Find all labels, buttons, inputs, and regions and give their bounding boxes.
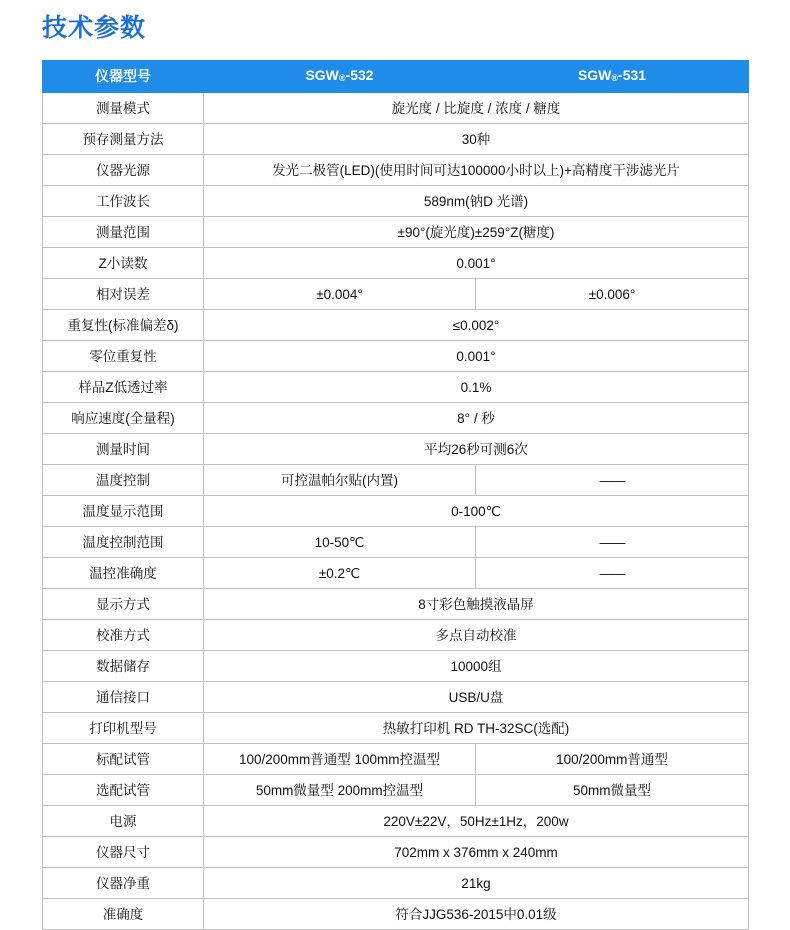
- model-a-registered-mark: ®: [338, 72, 346, 83]
- row-label: 工作波长: [43, 186, 204, 217]
- table-row: [43, 465, 749, 496]
- table-row: [43, 248, 749, 279]
- row-label: 相对误差: [43, 279, 204, 310]
- header-cell-label: 仪器型号: [43, 61, 204, 93]
- row-value-shared: 符合JJG536-2015中0.01级: [204, 899, 749, 930]
- table-header: [43, 61, 749, 93]
- row-label: 测量模式: [43, 93, 204, 124]
- table-row: [43, 155, 749, 186]
- row-value-model-b: ——: [476, 527, 749, 558]
- row-label: 温控准确度: [43, 558, 204, 589]
- row-label: 温度显示范围: [43, 496, 204, 527]
- row-value-shared: 发光二极管(LED)(使用时间可达100000小时以上)+高精度干涉滤光片: [204, 155, 749, 186]
- row-value-shared: 10000组: [204, 651, 749, 682]
- row-label: 仪器尺寸: [43, 837, 204, 868]
- row-value-model-b: 50mm微量型: [476, 775, 749, 806]
- model-a-suffix: -532: [345, 66, 374, 83]
- header-cell-model-a: [204, 61, 476, 93]
- row-value-model-b: 100/200mm普通型: [476, 744, 749, 775]
- header-cell-model-b: [476, 61, 749, 93]
- table-row: [43, 310, 749, 341]
- row-label: 仪器光源: [43, 155, 204, 186]
- table-row: [43, 589, 749, 620]
- table-row: [43, 620, 749, 651]
- row-value-shared: 0.1%: [204, 372, 749, 403]
- row-label: 选配试管: [43, 775, 204, 806]
- row-value-model-a: 100/200mm普通型 100mm控温型: [204, 744, 476, 775]
- row-label: 测量范围: [43, 217, 204, 248]
- table-row: [43, 775, 749, 806]
- spec-table-container: [42, 60, 748, 930]
- row-value-shared: 8° / 秒: [204, 403, 749, 434]
- table-row: [43, 558, 749, 589]
- row-label: 电源: [43, 806, 204, 837]
- table-row: [43, 806, 749, 837]
- table-row: [43, 93, 749, 124]
- row-label: 仪器净重: [43, 868, 204, 899]
- row-label: 数据储存: [43, 651, 204, 682]
- model-b-registered-mark: ®: [611, 72, 619, 83]
- row-label: 重复性(标准偏差δ): [43, 310, 204, 341]
- row-value-shared: 旋光度 / 比旋度 / 浓度 / 糖度: [204, 93, 749, 124]
- row-label: 准确度: [43, 899, 204, 930]
- row-value-shared: 0-100℃: [204, 496, 749, 527]
- table-row: [43, 341, 749, 372]
- row-value-shared: 702mm x 376mm x 240mm: [204, 837, 749, 868]
- page-title: 技术参数: [42, 14, 147, 42]
- row-label: 样品Z低透过率: [43, 372, 204, 403]
- row-value-shared: USB/U盘: [204, 682, 749, 713]
- row-label: 零位重复性: [43, 341, 204, 372]
- table-row: [43, 372, 749, 403]
- table-row: [43, 713, 749, 744]
- table-row: [43, 899, 749, 930]
- table-row: [43, 651, 749, 682]
- row-value-shared: 21kg: [204, 868, 749, 899]
- table-row: [43, 837, 749, 868]
- table-row: [43, 434, 749, 465]
- model-b-suffix: -531: [618, 66, 647, 83]
- row-value-model-a: 10-50℃: [204, 527, 476, 558]
- table-row: [43, 682, 749, 713]
- row-label: Z小读数: [43, 248, 204, 279]
- row-value-model-a: ±0.2℃: [204, 558, 476, 589]
- table-row: [43, 186, 749, 217]
- row-label: 温度控制: [43, 465, 204, 496]
- row-value-shared: 0.001°: [204, 248, 749, 279]
- row-value-model-a: ±0.004°: [204, 279, 476, 310]
- row-value-model-b: ±0.006°: [476, 279, 749, 310]
- row-label: 通信接口: [43, 682, 204, 713]
- table-row: [43, 403, 749, 434]
- row-label: 校准方式: [43, 620, 204, 651]
- row-label: 响应速度(全量程): [43, 403, 204, 434]
- row-value-shared: 30种: [204, 124, 749, 155]
- row-label: 预存测量方法: [43, 124, 204, 155]
- row-value-shared: 8寸彩色触摸液晶屏: [204, 589, 749, 620]
- table-row: [43, 217, 749, 248]
- table-row: [43, 868, 749, 899]
- table-row: [43, 124, 749, 155]
- row-value-shared: 热敏打印机 RD TH-32SC(选配): [204, 713, 749, 744]
- row-label: 测量时间: [43, 434, 204, 465]
- row-value-shared: 220V±22V，50Hz±1Hz，200w: [204, 806, 749, 837]
- table-row: [43, 279, 749, 310]
- row-label: 标配试管: [43, 744, 204, 775]
- row-value-shared: 0.001°: [204, 341, 749, 372]
- specifications-table: [42, 60, 749, 930]
- row-value-shared: 平均26秒可测6次: [204, 434, 749, 465]
- row-value-shared: 589nm(钠D 光谱): [204, 186, 749, 217]
- model-a-prefix: SGW: [305, 66, 339, 83]
- row-value-model-b: ——: [476, 558, 749, 589]
- table-row: [43, 527, 749, 558]
- row-value-shared: 多点自动校准: [204, 620, 749, 651]
- row-label: 显示方式: [43, 589, 204, 620]
- row-value-shared: ≤0.002°: [204, 310, 749, 341]
- row-label: 打印机型号: [43, 713, 204, 744]
- table-header-row: [43, 61, 749, 93]
- table-row: [43, 496, 749, 527]
- row-value-model-b: ——: [476, 465, 749, 496]
- row-label: 温度控制范围: [43, 527, 204, 558]
- row-value-model-a: 50mm微量型 200mm控温型: [204, 775, 476, 806]
- table-body: [43, 93, 749, 930]
- row-value-shared: ±90°(旋光度)±259°Z(糖度): [204, 217, 749, 248]
- row-value-model-a: 可控温帕尔贴(内置): [204, 465, 476, 496]
- table-row: [43, 744, 749, 775]
- model-b-prefix: SGW: [577, 66, 612, 83]
